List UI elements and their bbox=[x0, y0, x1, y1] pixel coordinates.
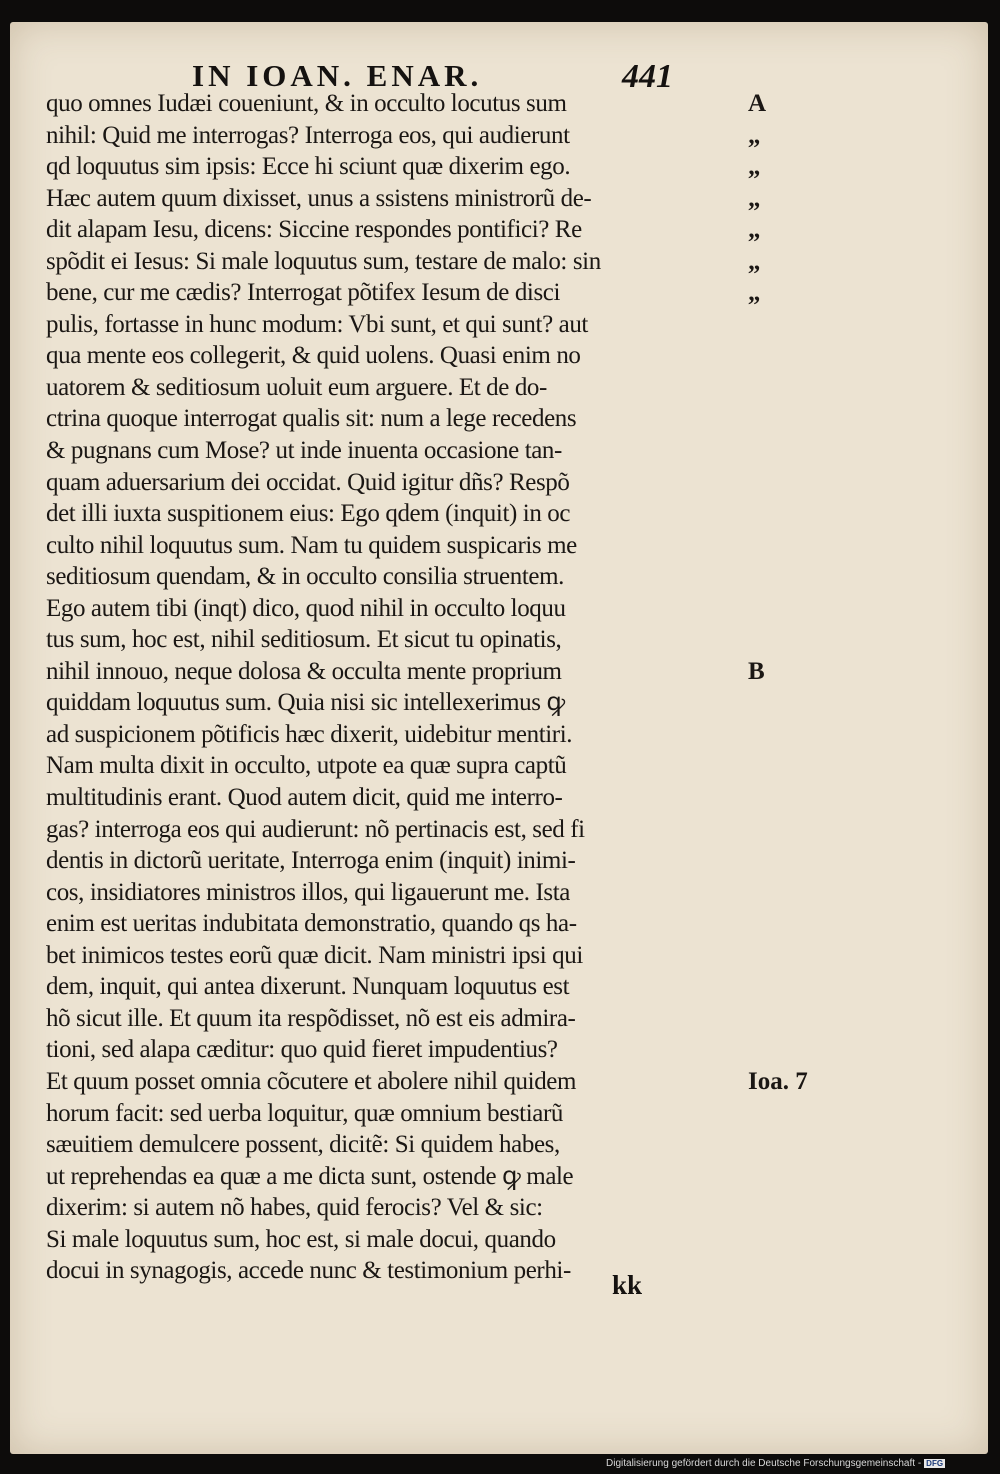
margin-note: B bbox=[748, 657, 765, 685]
margin-notes bbox=[748, 88, 828, 1287]
text-line: ctrina quoque interrogat qualis sit: num a lege recedens bbox=[46, 405, 577, 433]
text-line: sæuitiem demulcere possent, dicitẽ: Si quidem habes, bbox=[46, 1131, 560, 1159]
margin-note: „ bbox=[748, 216, 761, 244]
margin-note bbox=[748, 750, 828, 782]
text-line: dentis in dictorũ ueritate, Interroga enim (inquit) inimi- bbox=[46, 847, 576, 875]
digitization-credit bbox=[606, 1458, 945, 1469]
margin-note: Ioa. 7 bbox=[748, 1067, 808, 1095]
text-line: ut reprehendas ea quæ a me dicta sunt, ostende ꝙ male bbox=[46, 1162, 574, 1190]
text-line: seditiosum quendam, & in occulto consilia struentem. bbox=[46, 563, 564, 591]
body-text bbox=[46, 88, 736, 1287]
margin-note bbox=[748, 845, 828, 877]
margin-note: „ bbox=[748, 279, 761, 307]
margin-note bbox=[748, 1003, 828, 1035]
margin-note bbox=[748, 467, 828, 499]
margin-note: „ bbox=[748, 153, 761, 181]
text-line: cos, insidiatores ministros illos, qui ligauerunt me. Ista bbox=[46, 878, 570, 906]
margin-note bbox=[748, 877, 828, 909]
margin-note bbox=[748, 593, 828, 625]
text-line: dixerim: si autem nõ habes, quid ferocis? Vel & sic: bbox=[46, 1194, 543, 1222]
text-line: bet inimicos testes eorũ quæ dicit. Nam ministri ipsi qui bbox=[46, 941, 583, 969]
margin-note bbox=[748, 719, 828, 751]
margin-note: A bbox=[748, 90, 767, 117]
text-line: dit alapam Iesu, dicens: Siccine respondes pontifici? Re bbox=[46, 216, 582, 244]
text-line: & pugnans cum Mose? ut inde inuenta occasione tan- bbox=[46, 437, 562, 465]
text-line: tus sum, hoc est, nihil seditiosum. Et sicut tu opinatis, bbox=[46, 626, 562, 654]
text-line: Ego autem tibi (inqt) dico, quod nihil in occulto loquu bbox=[46, 594, 566, 622]
text-line: uatorem & seditiosum uoluit eum arguere. Et de do- bbox=[46, 373, 547, 401]
credit-text: Digitalisierung gefördert durch die Deutsche Forschungsgemeinschaft - bbox=[606, 1458, 922, 1469]
margin-note bbox=[748, 1224, 828, 1256]
margin-note bbox=[748, 782, 828, 814]
text-line: horum facit: sed uerba loquitur, quæ omnium bestiarũ bbox=[46, 1099, 563, 1127]
margin-note: „ bbox=[748, 121, 761, 149]
margin-note bbox=[748, 1255, 828, 1287]
margin-note: „ bbox=[748, 184, 761, 212]
margin-note bbox=[748, 940, 828, 972]
text-line: docui in synagogis, accede nunc & testimonium perhi- bbox=[46, 1257, 571, 1285]
margin-note bbox=[748, 1192, 828, 1224]
text-line: dem, inquit, qui antea dixerunt. Nunquam loquutus est bbox=[46, 973, 570, 1001]
text-line: quam aduersarium dei occidat. Quid igitur dñs? Respõ bbox=[46, 468, 570, 496]
margin-note bbox=[748, 372, 828, 404]
margin-note bbox=[748, 1098, 828, 1130]
text-line: Nam multa dixit in occulto, utpote ea quæ supra captũ bbox=[46, 752, 567, 780]
text-line: qua mente eos collegerit, & quid uolens. Quasi enim no bbox=[46, 342, 581, 370]
margin-note bbox=[748, 814, 828, 846]
text-line: pulis, fortasse in hunc modum: Vbi sunt, et qui sunt? aut bbox=[46, 310, 588, 338]
margin-note bbox=[748, 624, 828, 656]
text-line: Si male loquutus sum, hoc est, si male docui, quando bbox=[46, 1225, 556, 1253]
text-line: qd loquutus sim ipsis: Ecce hi sciunt quæ dixerim ego. bbox=[46, 153, 571, 181]
margin-note bbox=[748, 1034, 828, 1066]
text-line: Et quum posset omnia cõcutere et abolere nihil quidem bbox=[46, 1067, 577, 1095]
text-line: tioni, sed alapa cæditur: quo quid fieret impudentius? bbox=[46, 1036, 558, 1064]
text-line: multitudinis erant. Quod autem dicit, quid me interro- bbox=[46, 784, 563, 812]
text-line: enim est ueritas indubitata demonstratio, quando qs ha- bbox=[46, 910, 577, 938]
signature-mark: kk bbox=[612, 1270, 643, 1300]
text-line: det illi iuxta suspitionem eius: Ego qdem (inquit) in oc bbox=[46, 500, 571, 528]
dfg-logo: DFG bbox=[926, 1459, 944, 1468]
text-line: bene, cur me cædis? Interrogat põtifex Iesum de disci bbox=[46, 279, 561, 307]
text-line: spõdit ei Iesus: Si male loquutus sum, testare de malo: sin bbox=[46, 247, 601, 275]
text-line: nihil: Quid me interrogas? Interroga eos, qui audierunt bbox=[46, 121, 570, 149]
running-title: IN IOAN. ENAR. bbox=[192, 58, 483, 93]
page-number: 441 bbox=[622, 58, 673, 95]
margin-note bbox=[748, 1161, 828, 1193]
margin-note bbox=[748, 687, 828, 719]
text-line: Hæc autem quum dixisset, unus a ssistens ministrorũ de- bbox=[46, 184, 592, 212]
margin-note bbox=[748, 435, 828, 467]
margin-note bbox=[748, 498, 828, 530]
margin-note: „ bbox=[748, 247, 761, 275]
margin-note bbox=[748, 908, 828, 940]
text-line: gas? interroga eos qui audierunt: nõ pertinacis est, sed fi bbox=[46, 815, 585, 843]
text-line: culto nihil loquutus sum. Nam tu quidem suspicaris me bbox=[46, 531, 577, 559]
text-line: hõ sicut ille. Et quum ita respõdisset, nõ est eis admira- bbox=[46, 1004, 576, 1032]
text-line: quiddam loquutus sum. Quia nisi sic intellexerimus ꝙ bbox=[46, 689, 565, 717]
text-line: nihil innouo, neque dolosa & occulta mente proprium bbox=[46, 657, 562, 685]
margin-note bbox=[748, 1129, 828, 1161]
margin-note bbox=[748, 971, 828, 1003]
margin-note bbox=[748, 403, 828, 435]
margin-note bbox=[748, 309, 828, 341]
text-line: quo omnes Iudæi coueniunt, & in occulto locutus sum bbox=[46, 90, 567, 117]
margin-note bbox=[748, 530, 828, 562]
margin-note bbox=[748, 561, 828, 593]
text-line: ad suspicionem põtificis hæc dixerit, uidebitur mentiri. bbox=[46, 720, 573, 748]
margin-note bbox=[748, 340, 828, 372]
